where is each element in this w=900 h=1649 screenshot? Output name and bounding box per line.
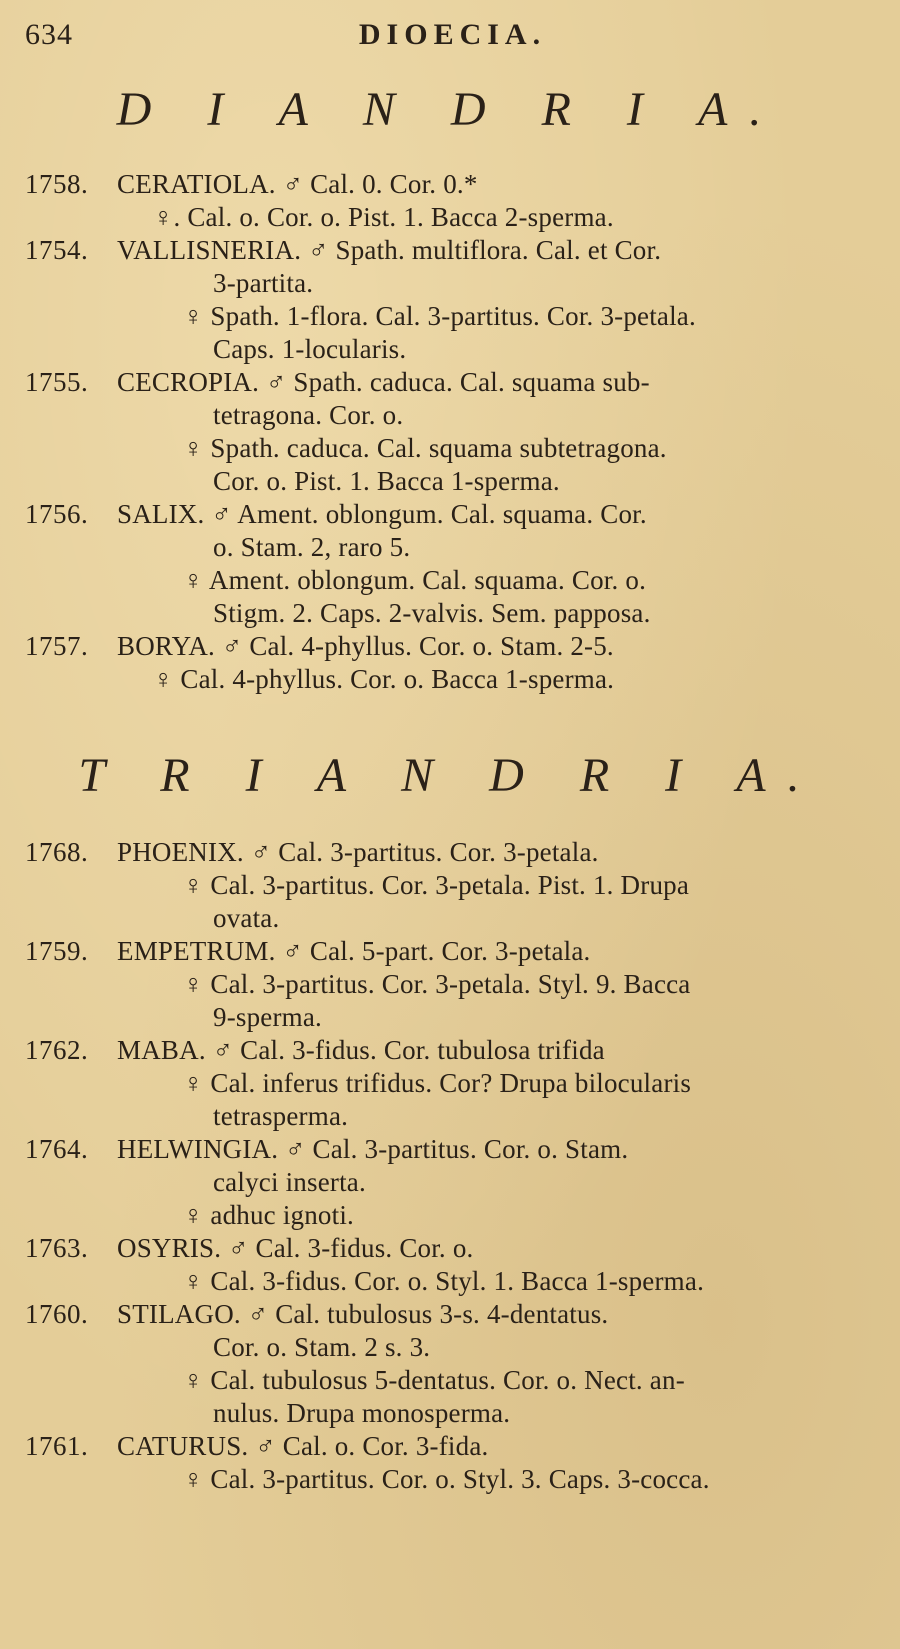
entry-continuation-line: [25, 333, 882, 366]
entry-text: HELWINGIA. ♂ Cal. 3-partitus. Cor. o. Stam.: [117, 1134, 629, 1164]
running-head: DIOECIA.: [358, 18, 547, 51]
entry-continuation-line: [25, 531, 882, 564]
entry-text: Cor. o. Pist. 1. Bacca 1-sperma.: [213, 466, 560, 496]
entry-line: [25, 935, 882, 968]
entry-text: Cor. o. Stam. 2 s. 3.: [213, 1332, 431, 1362]
entry-line: [25, 630, 882, 663]
entry-continuation-line: [25, 201, 882, 234]
entry-text: BORYA. ♂ Cal. 4-phyllus. Cor. o. Stam. 2-5.: [117, 631, 614, 661]
entry-number: 1764.: [25, 1134, 89, 1164]
entry-number: 1762.: [25, 1035, 89, 1065]
entry-number: 1763.: [25, 1233, 89, 1263]
entry-number: 1760.: [25, 1299, 89, 1329]
entry-continuation-line: [25, 300, 882, 333]
entry-text: tetrasperma.: [213, 1101, 349, 1131]
entry-continuation-line: [25, 432, 882, 465]
entry-line: [25, 366, 882, 399]
entry-text: tetragona. Cor. o.: [213, 400, 404, 430]
section-title-triandria: T R I A N D R I A.: [78, 749, 822, 802]
entry-continuation-line: [25, 1166, 882, 1199]
entry-continuation-line: [25, 1364, 882, 1397]
entry-continuation-line: [25, 1397, 882, 1430]
entry-continuation-line: [25, 902, 882, 935]
entry-text: Caps. 1-locularis.: [213, 334, 407, 364]
page-number: 634: [25, 18, 73, 51]
entry-continuation-line: [25, 1265, 882, 1298]
entry-number: 1755.: [25, 367, 89, 397]
entry-continuation-line: [25, 869, 882, 902]
entry-number: 1754.: [25, 235, 89, 265]
entry-text: ♀ Cal. inferus trifidus. Cor? Drupa bilocularis: [183, 1068, 692, 1098]
entry-text: ♀ Cal. 3-partitus. Cor. o. Styl. 3. Caps. 3-cocca.: [183, 1464, 710, 1494]
triandria-entries: [25, 836, 882, 1496]
entry-line: [25, 168, 882, 201]
entry-text: calyci inserta.: [213, 1167, 366, 1197]
entry-text: CECROPIA. ♂ Spath. caduca. Cal. squama sub-: [117, 367, 650, 397]
entry-line: [25, 234, 882, 267]
entry-number: 1757.: [25, 631, 89, 661]
diandria-entries: [25, 168, 882, 696]
entry-text: STILAGO. ♂ Cal. tubulosus 3-s. 4-dentatus.: [117, 1299, 609, 1329]
entry-continuation-line: [25, 1067, 882, 1100]
entry-continuation-line: [25, 968, 882, 1001]
entry-text: ♀ Cal. 3-partitus. Cor. 3-petala. Pist. 1. Drupa: [183, 870, 690, 900]
entry-text: OSYRIS. ♂ Cal. 3-fidus. Cor. o.: [117, 1233, 474, 1263]
entry-text: ♀ Cal. 4-phyllus. Cor. o. Bacca 1-sperma.: [153, 664, 615, 694]
entry-text: CATURUS. ♂ Cal. o. Cor. 3-fida.: [117, 1431, 489, 1461]
entry-line: [25, 1430, 882, 1463]
entry-text: ♀ Spath. caduca. Cal. squama subtetragona.: [183, 433, 667, 463]
entry-number: 1756.: [25, 499, 89, 529]
entry-number: 1759.: [25, 936, 89, 966]
entry-continuation-line: [25, 267, 882, 300]
entry-text: ovata.: [213, 903, 280, 933]
entry-text: ♀ Cal. 3-fidus. Cor. o. Styl. 1. Bacca 1-sperma.: [183, 1266, 705, 1296]
entry-continuation-line: [25, 1199, 882, 1232]
entry-line: [25, 1034, 882, 1067]
entry-continuation-line: [25, 1001, 882, 1034]
entry-continuation-line: [25, 1331, 882, 1364]
entry-number: 1768.: [25, 837, 89, 867]
entry-text: o. Stam. 2, raro 5.: [213, 532, 411, 562]
entry-text: ♀ Spath. 1-flora. Cal. 3-partitus. Cor. 3-petala.: [183, 301, 696, 331]
entry-text: 3-partita.: [213, 268, 314, 298]
entry-text: Stigm. 2. Caps. 2-valvis. Sem. papposa.: [213, 598, 651, 628]
entry-text: ♀ adhuc ignoti.: [183, 1200, 354, 1230]
entry-line: [25, 1232, 882, 1265]
page-header: [25, 18, 880, 58]
entry-continuation-line: [25, 597, 882, 630]
entry-text: SALIX. ♂ Ament. oblongum. Cal. squama. Cor.: [117, 499, 647, 529]
entry-line: [25, 836, 882, 869]
entry-continuation-line: [25, 1100, 882, 1133]
entry-text: PHOENIX. ♂ Cal. 3-partitus. Cor. 3-petala.: [117, 837, 599, 867]
entry-text: ♀ Cal. tubulosus 5-dentatus. Cor. o. Nect. an-: [183, 1365, 685, 1395]
entry-text: ♀. Cal. o. Cor. o. Pist. 1. Bacca 2-sperma.: [153, 202, 614, 232]
entry-number: 1761.: [25, 1431, 89, 1461]
entry-text: ♀ Ament. oblongum. Cal. squama. Cor. o.: [183, 565, 647, 595]
entry-continuation-line: [25, 663, 882, 696]
entry-text: EMPETRUM. ♂ Cal. 5-part. Cor. 3-petala.: [117, 936, 591, 966]
entry-line: [25, 498, 882, 531]
entry-text: 9-sperma.: [213, 1002, 323, 1032]
entry-line: [25, 1133, 882, 1166]
entry-text: CERATIOLA. ♂ Cal. 0. Cor. 0.*: [117, 169, 478, 199]
entry-text: ♀ Cal. 3-partitus. Cor. 3-petala. Styl. 9. Bacca: [183, 969, 691, 999]
entry-number: 1758.: [25, 169, 89, 199]
entry-line: [25, 1298, 882, 1331]
entry-text: nulus. Drupa monosperma.: [213, 1398, 511, 1428]
section-title-diandria: D I A N D R I A.: [116, 83, 784, 136]
entry-text: VALLISNERIA. ♂ Spath. multiflora. Cal. et Cor.: [117, 235, 662, 265]
entry-continuation-line: [25, 465, 882, 498]
entry-continuation-line: [25, 399, 882, 432]
entry-continuation-line: [25, 1463, 882, 1496]
entry-continuation-line: [25, 564, 882, 597]
entry-text: MABA. ♂ Cal. 3-fidus. Cor. tubulosa trifida: [117, 1035, 605, 1065]
